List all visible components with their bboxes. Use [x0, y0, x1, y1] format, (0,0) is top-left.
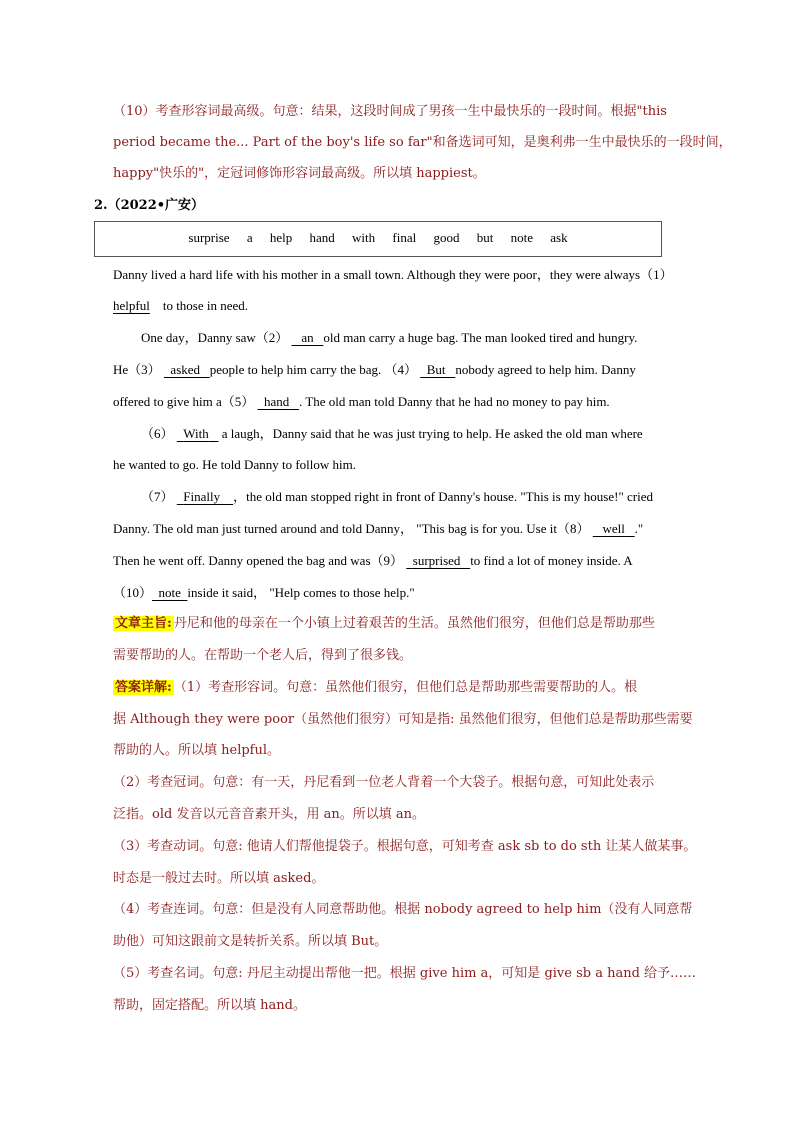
- word-bank-item: help: [269, 230, 293, 245]
- passage-line: （10） note inside it said， "Help comes to those help.": [113, 585, 415, 600]
- explanation-line: 泛指。old 发音以元音音素开头，用 an。所以填 an。: [113, 807, 425, 822]
- explanation-line: （4）考查连词。句意：但是没有人同意帮助他。根据 nobody agreed to help him（没有人同意帮: [113, 902, 693, 917]
- explanation-line: （2）考查冠词。句意：有一天，丹尼看到一位老人背着一个大袋子。根据句意，可知此处表示: [113, 775, 655, 790]
- passage-line: Then he went off. Danny opened the bag and was（9） surprised to find a lot of money inside. A: [113, 553, 633, 568]
- passage-line: offered to give him a（5） hand . The old man told Danny that he had no money to pay him.: [113, 394, 610, 409]
- summary-line-2: 需要帮助的人。在帮助一个老人后，得到了很多钱。: [113, 648, 413, 663]
- word-bank-item: final: [392, 230, 417, 245]
- prev-explanation-line-2: period became the... Part of the boy's life so far"和备选词可知，是奥利弗一生中最快乐的一段时间，: [113, 135, 732, 150]
- passage-line: One day，Danny saw（2） an old man carry a huge bag. The man looked tired and hungry.: [141, 330, 638, 345]
- answer-blank-8: well: [602, 521, 625, 536]
- explanation-line: 帮助，固定搭配。所以填 hand。: [113, 998, 306, 1013]
- word-bank-item: good: [433, 230, 460, 245]
- word-bank-item: note: [510, 230, 533, 245]
- summary-line-1: 文章主旨: 丹尼和他的母亲在一个小镇上过着艰苦的生活。虽然他们很穷，但他们总是帮助那些: [115, 616, 655, 631]
- answer-blank-10: note: [158, 585, 181, 600]
- explanation-label: 答案详解:: [115, 680, 172, 695]
- word-bank-item: hand: [309, 230, 335, 245]
- word-bank: [95, 230, 661, 246]
- word-bank-item: but: [476, 230, 494, 245]
- passage-line: （7） Finally ，the old man stopped right in front of Danny's house. "This is my house!" cried: [141, 489, 653, 504]
- answer-blank-6: With: [183, 426, 209, 441]
- answer-blank-4: But: [426, 362, 446, 377]
- answer-blank-5: hand: [264, 394, 290, 409]
- word-bank-item: with: [352, 230, 376, 245]
- explanation-line: 据 Although they were poor（虽然他们很穷）可知是指: 虽然他们很穷，但他们总是帮助那些需要: [113, 712, 693, 727]
- passage-line: helpful to those in need.: [113, 298, 249, 313]
- explanation-line: （3）考查动词。句意: 他请人们帮他提袋子。根据句意，可知考查 ask sb to do sth 让某人做某事。: [113, 839, 697, 854]
- answer-blank-2: an: [301, 330, 314, 345]
- prev-explanation-line-3: happy"快乐的"，定冠词修饰形容词最高级。所以填 happiest。: [113, 166, 486, 181]
- explanation-line: （5）考查名词。句意: 丹尼主动提出帮他一把。根据 give him a，可知是 give sb a hand 给予……: [113, 966, 697, 981]
- word-bank-item: a: [246, 230, 253, 245]
- answer-blank-3: asked: [170, 362, 201, 377]
- word-bank-box: [94, 221, 662, 257]
- answer-blank-9: surprised: [412, 553, 461, 568]
- passage-line: he wanted to go. He told Danny to follow him.: [113, 457, 356, 472]
- explanation-line: 帮助的人。所以填 helpful。: [113, 743, 281, 758]
- passage-line: He（3） asked people to help him carry the bag. （4） But nobody agreed to help him. Danny: [113, 362, 636, 377]
- passage-line: （6） With a laugh，Danny said that he was just trying to help. He asked the old man where: [141, 426, 643, 441]
- answer-blank-7: Finally: [183, 489, 221, 504]
- explanation-line: 答案详解: （1）考查形容词。句意：虽然他们很穷，但他们总是帮助那些需要帮助的人。根: [115, 680, 638, 695]
- answer-blank-1: helpful: [113, 298, 150, 313]
- question-header: 2.（2022•广安）: [94, 198, 205, 213]
- explanation-line: 助他）可知这跟前文是转折关系。所以填 But。: [113, 934, 388, 949]
- prev-explanation-line-1: （10）考查形容词最高级。句意：结果，这段时间成了男孩一生中最快乐的一段时间。根据"this: [113, 104, 667, 119]
- passage-line: Danny. The old man just turned around and told Danny， "This bag is for you. Use it（8） well .": [113, 521, 644, 536]
- word-bank-item: surprise: [188, 230, 230, 245]
- word-bank-item: ask: [550, 230, 568, 245]
- summary-label: 文章主旨:: [115, 616, 172, 631]
- passage-line: Danny lived a hard life with his mother in a small town. Although they were poor，they were always（1）: [113, 267, 673, 282]
- explanation-line: 时态是一般过去时。所以填 asked。: [113, 871, 325, 886]
